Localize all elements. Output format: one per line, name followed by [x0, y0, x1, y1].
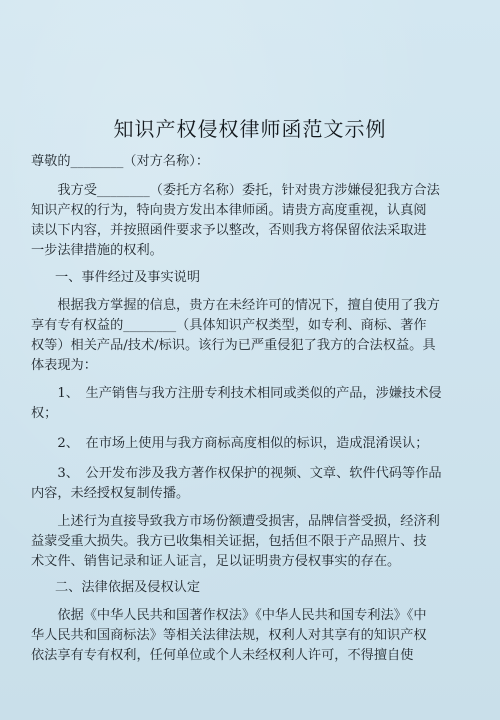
list-item-line: 权； — [31, 406, 58, 421]
intro-line: 我方受________（委托方名称）委托，针对贵方涉嫌侵犯我方合法 — [31, 183, 440, 198]
list-item-1 — [31, 384, 471, 424]
list-item-3 — [31, 464, 471, 504]
document-title: 知识产权侵权律师函范文示例 — [113, 117, 387, 141]
list-item-line: 内容，未经授权复制传播。 — [31, 486, 190, 501]
section-heading-2 — [55, 578, 495, 598]
legal-basis-line: 依据《中华人民共和国著作权法》《中华人民共和国专利法》《中 — [31, 608, 427, 623]
facts-line: 根据我方掌握的信息，贵方在未经许可的情况下，擅自使用了我方 — [31, 298, 440, 313]
damages-line: 益蒙受重大损失。我方已收集相关证据，包括但不限于产品照片、技 — [31, 534, 427, 549]
greeting — [31, 152, 471, 172]
damages-line: 术文件、销售记录和证人证言，足以证明贵方侵权事实的存在。 — [31, 554, 401, 569]
intro-line: 读以下内容，并按照函件要求予以整改，否则我方将保留依法采取进 — [31, 223, 427, 238]
list-item-line: 1、 生产销售与我方注册专利技术相同或类似的产品，涉嫌技术侵 — [31, 386, 442, 401]
damages-line: 上述行为直接导致我方市场份额遭受损害，品牌信誉受损，经济利 — [31, 514, 440, 529]
list-item-line: 3、 公开发布涉及我方著作权保护的视频、文章、软件代码等作品 — [31, 466, 442, 481]
section-heading-1 — [55, 268, 495, 288]
intro-line: 一步法律措施的权利。 — [31, 243, 163, 258]
list-item-2 — [31, 434, 471, 454]
facts-line: 权等）相关产品/技术/标识。该行为已严重侵犯了我方的合法权益。具 — [31, 338, 436, 353]
facts-line: 享有专有权益的________（具体知识产权类型，如专利、商标、著作 — [31, 318, 427, 333]
facts-paragraph — [31, 296, 471, 376]
damages-paragraph — [31, 512, 471, 572]
legal-basis-paragraph — [31, 606, 471, 666]
intro-line: 知识产权的行为，特向贵方发出本律师函。请贵方高度重视，认真阅 — [31, 203, 427, 218]
intro-paragraph — [31, 181, 471, 261]
list-item-line: 2、 在市场上使用与我方商标高度相似的标识，造成混淆误认； — [31, 436, 429, 451]
greeting-line: 尊敬的________（对方名称）： — [31, 154, 210, 169]
legal-basis-line: 依法享有专有权利，任何单位或个人未经权利人许可，不得擅自使 — [31, 648, 414, 663]
section-heading-text: 二、法律依据及侵权认定 — [55, 580, 201, 595]
legal-basis-line: 华人民共和国商标法》等相关法律法规，权利人对其享有的知识产权 — [31, 628, 427, 643]
facts-line: 体表现为： — [31, 358, 97, 373]
section-heading-text: 一、事件经过及事实说明 — [55, 270, 201, 285]
